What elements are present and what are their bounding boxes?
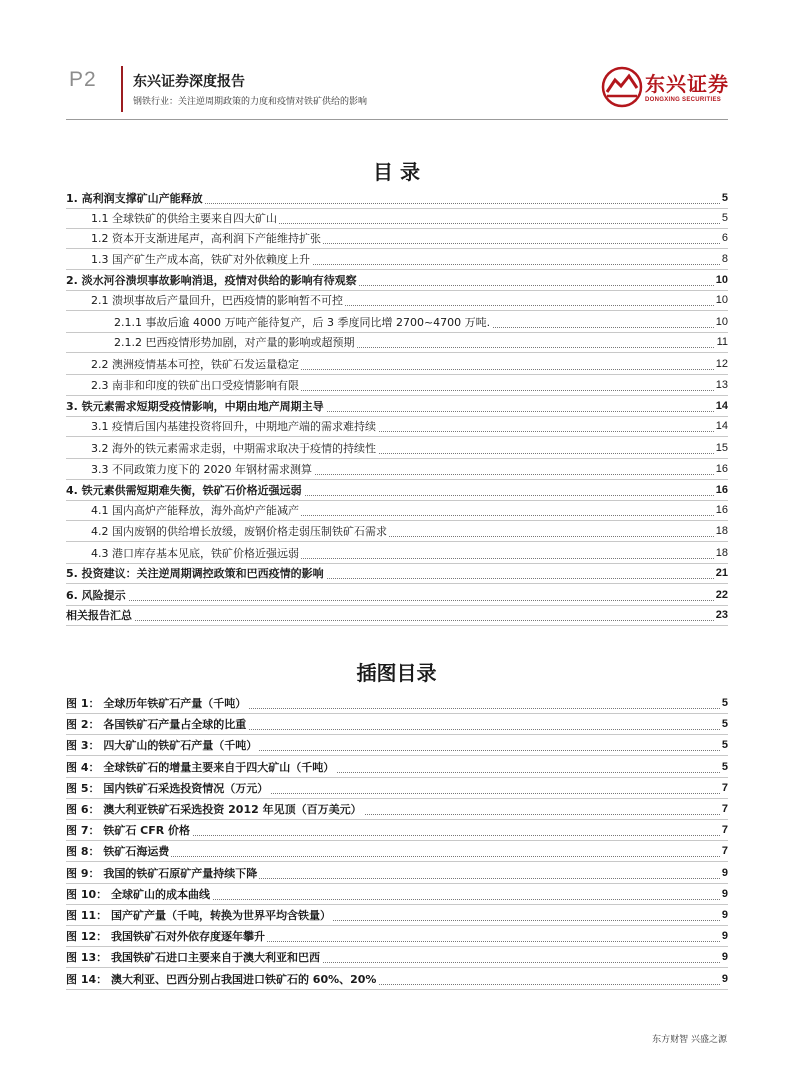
company-logo xyxy=(601,66,731,112)
figure-entry[interactable] xyxy=(66,822,728,839)
toc-entry-page: 14 xyxy=(714,418,728,435)
toc-entry[interactable] xyxy=(66,190,728,207)
toc-entry[interactable] xyxy=(91,230,728,247)
figure-entry[interactable] xyxy=(66,695,728,712)
toc-entry[interactable] xyxy=(91,523,728,540)
figure-entry-label: 图 13： 我国铁矿石进口主要来自于澳大利亚和巴西 xyxy=(66,951,320,965)
toc-entry-label: 4.3 港口库存基本见底，铁矿价格近强远弱 xyxy=(91,547,299,560)
toc-entry-page: 18 xyxy=(714,545,728,562)
toc-entry[interactable] xyxy=(91,418,728,435)
toc-separator xyxy=(66,269,728,270)
figure-separator xyxy=(66,946,728,947)
toc-entry[interactable] xyxy=(66,587,728,604)
toc-entry[interactable] xyxy=(91,292,728,309)
toc-entry-label: 1.1 全球铁矿的供给主要来自四大矿山 xyxy=(91,212,277,225)
figure-separator xyxy=(66,967,728,968)
figure-entry-label: 图 14： 澳大利亚、巴西分别占我国进口铁矿石的 60%、20% xyxy=(66,972,377,986)
figure-entry-page: 9 xyxy=(720,886,728,903)
figure-separator xyxy=(66,883,728,884)
figure-entry-page: 7 xyxy=(720,801,728,818)
figure-entry[interactable] xyxy=(66,928,728,945)
figure-separator xyxy=(66,755,728,756)
toc-entry-label: 3.3 不同政策力度下的 2020 年钢材需求测算 xyxy=(91,463,312,476)
toc-separator xyxy=(66,416,728,417)
page-number: P2 xyxy=(69,68,97,91)
toc-entry[interactable] xyxy=(91,210,728,227)
toc-entry-page: 10 xyxy=(714,272,728,289)
figure-entry[interactable] xyxy=(66,907,728,924)
toc-entry-page: 16 xyxy=(714,482,728,499)
toc-separator xyxy=(66,583,728,584)
figure-entry-label: 图 8： 铁矿石海运费 xyxy=(66,845,170,859)
toc-separator xyxy=(66,500,728,501)
logo-mark-icon xyxy=(601,66,643,108)
figures-title: 插图目录 xyxy=(356,661,437,685)
toc-entry-label: 5. 投资建议：关注逆周期调控政策和巴西疫情的影响 xyxy=(66,567,324,580)
toc-entry[interactable] xyxy=(91,377,728,394)
header-rule xyxy=(66,119,728,120)
figure-entry[interactable] xyxy=(66,737,728,754)
toc-separator xyxy=(66,310,728,311)
toc-entry-label: 2.1 溃坝事故后产量回升，巴西疫情的影响暂不可控 xyxy=(91,294,343,307)
toc-separator xyxy=(66,605,728,606)
toc-entry[interactable] xyxy=(66,482,728,499)
figure-entry-label: 图 1： 全球历年铁矿石产量（千吨） xyxy=(66,697,247,710)
figure-entry-page: 5 xyxy=(720,716,728,733)
toc-entry[interactable] xyxy=(91,356,728,373)
figure-entry-label: 图 5： 国内铁矿石采选投资情况（万元） xyxy=(66,781,269,795)
toc-entry[interactable] xyxy=(91,251,728,268)
toc-entry-label: 4.1 国内高炉产能释放，海外高炉产能减产 xyxy=(91,504,299,517)
toc-entry-label: 1.2 资本开支渐进尾声，高利润下产能维持扩张 xyxy=(91,232,321,245)
toc-separator xyxy=(66,520,728,521)
figure-entry-page: 9 xyxy=(720,928,728,945)
toc-separator xyxy=(66,395,728,396)
toc-entry[interactable] xyxy=(91,461,728,478)
toc-entry-page: 15 xyxy=(714,440,728,457)
toc-separator xyxy=(66,290,728,291)
toc-entry-label: 3. 铁元素需求短期受疫情影响，中期由地产周期主导 xyxy=(66,400,324,413)
figure-separator xyxy=(66,989,728,990)
figure-entry-label: 图 6： 澳大利亚铁矿石采选投资 2012 年见顶（百万美元） xyxy=(66,803,362,816)
toc-separator xyxy=(66,458,728,459)
figure-separator xyxy=(66,734,728,735)
report-title: 东兴证券深度报告 xyxy=(133,74,245,90)
toc-entry-page: 10 xyxy=(714,292,728,309)
toc-entry-page: 21 xyxy=(714,565,728,582)
toc-entry[interactable] xyxy=(66,398,728,415)
toc-entry-label: 4.2 国内废钢的供给增长放缓，废钢价格走弱压制铁矿石需求 xyxy=(91,525,387,538)
toc-leader-dots xyxy=(66,600,728,601)
toc-entry-page: 12 xyxy=(714,356,728,373)
report-subtitle: 钢铁行业：关注逆周期政策的力度和疫情对铁矿供给的影响 xyxy=(133,97,368,107)
toc-entry-page: 18 xyxy=(714,523,728,540)
figure-entry-label: 图 3： 四大矿山的铁矿石产量（千吨） xyxy=(66,739,258,753)
figure-entry-page: 7 xyxy=(720,780,728,797)
toc-entry[interactable] xyxy=(114,314,728,331)
figure-entry[interactable] xyxy=(66,865,728,882)
figure-separator xyxy=(66,904,728,905)
figure-entry-page: 9 xyxy=(720,907,728,924)
toc-separator xyxy=(66,332,728,333)
toc-separator xyxy=(66,625,728,626)
toc-entry-page: 5 xyxy=(720,190,728,207)
toc-entry-label: 2.3 南非和印度的铁矿出口受疫情影响有限 xyxy=(91,379,299,392)
figure-separator xyxy=(66,713,728,714)
toc-entry[interactable] xyxy=(91,502,728,519)
figure-entry-page: 9 xyxy=(720,865,728,882)
figure-separator xyxy=(66,840,728,841)
toc-entry-label: 1.3 国产矿生产成本高，铁矿对外依赖度上升 xyxy=(91,253,310,266)
toc-entry-label: 2.2 澳洲疫情基本可控，铁矿石发运量稳定 xyxy=(91,358,299,371)
toc-separator xyxy=(66,479,728,480)
toc-entry-label: 1. 高利润支撑矿山产能释放 xyxy=(66,192,203,205)
toc-entry-page: 6 xyxy=(720,230,728,247)
toc-entry-label: 3.2 海外的铁元素需求走弱，中期需求取决于疫情的持续性 xyxy=(91,442,376,455)
toc-entry-label: 6. 风险提示 xyxy=(66,589,126,602)
toc-entry-label: 相关报告汇总 xyxy=(66,609,132,622)
toc-entry-page: 10 xyxy=(714,314,728,331)
figure-entry-page: 9 xyxy=(720,949,728,966)
figure-entry-page: 7 xyxy=(720,843,728,860)
figure-entry-label: 图 12： 我国铁矿石对外依存度逐年攀升 xyxy=(66,930,265,944)
toc-entry-page: 8 xyxy=(720,251,728,268)
toc-separator xyxy=(66,436,728,437)
toc-entry[interactable] xyxy=(114,334,728,351)
toc-entry-label: 3.1 疫情后国内基建投资将回升，中期地产端的需求难持续 xyxy=(91,420,376,433)
toc-separator xyxy=(66,248,728,249)
figure-entry[interactable] xyxy=(66,949,728,966)
toc-entry[interactable] xyxy=(91,545,728,562)
figure-entry-label: 图 10： 全球矿山的成本曲线 xyxy=(66,887,210,901)
toc-separator xyxy=(66,374,728,375)
toc-separator xyxy=(66,228,728,229)
toc-entry[interactable] xyxy=(66,607,728,624)
figure-entry[interactable] xyxy=(66,759,728,776)
logo-text-en: DONGXING SECURITIES xyxy=(645,97,722,103)
figure-entry-page: 9 xyxy=(720,971,728,988)
footer-slogan: 东方财智 兴盛之源 xyxy=(652,1035,727,1045)
page-header xyxy=(0,0,793,120)
logo-text-cn: 东兴证券 xyxy=(645,72,729,96)
toc-entry-label: 2.1.2 巴西疫情形势加剧，对产量的影响或超预期 xyxy=(114,336,355,349)
toc-entry-label: 4. 铁元素供需短期难失衡，铁矿石价格近强远弱 xyxy=(66,484,302,497)
figure-entry[interactable] xyxy=(66,843,728,860)
toc-entry-page: 22 xyxy=(714,587,728,604)
figure-entry-label: 图 2： 各国铁矿石产量占全球的比重 xyxy=(66,718,247,732)
toc-entry-label: 2. 淡水河谷溃坝事故影响消退，疫情对供给的影响有待观察 xyxy=(66,274,357,287)
header-divider xyxy=(121,66,123,112)
figure-entry-label: 图 4： 全球铁矿石的增量主要来自于四大矿山（千吨） xyxy=(66,760,335,774)
figure-separator xyxy=(66,777,728,778)
figure-separator xyxy=(66,861,728,862)
toc-entry-label: 2.1.1 事故后逾 4000 万吨产能待复产，后 3 季度同比增 2700~4700 万吨. xyxy=(114,316,491,329)
toc-entry[interactable] xyxy=(66,272,728,289)
figure-separator xyxy=(66,798,728,799)
figure-entry[interactable] xyxy=(66,780,728,797)
figure-entry[interactable] xyxy=(66,716,728,733)
figure-separator xyxy=(66,925,728,926)
figure-entry-page: 5 xyxy=(720,737,728,754)
toc-entry-page: 13 xyxy=(714,377,728,394)
figure-entry-label: 图 7： 铁矿石 CFR 价格 xyxy=(66,824,191,838)
toc-separator xyxy=(66,208,728,209)
figure-entry[interactable] xyxy=(66,886,728,903)
toc-entry-page: 16 xyxy=(714,461,728,478)
toc-entry-page: 5 xyxy=(720,210,728,227)
figure-entry-page: 5 xyxy=(720,695,728,712)
toc-separator xyxy=(66,541,728,542)
figure-entry-page: 5 xyxy=(720,759,728,776)
figure-entry[interactable] xyxy=(66,801,728,818)
toc-separator xyxy=(66,563,728,564)
toc-leader-dots xyxy=(66,620,728,621)
toc-entry[interactable] xyxy=(91,440,728,457)
figure-entry-label: 图 11： 国产矿产量（千吨，转换为世界平均含铁量） xyxy=(66,909,331,922)
toc-entry-page: 14 xyxy=(714,398,728,415)
figure-entry-page: 7 xyxy=(720,822,728,839)
toc-entry[interactable] xyxy=(66,565,728,582)
figure-separator xyxy=(66,819,728,820)
toc-entry-page: 11 xyxy=(715,334,728,351)
figure-entry-label: 图 9： 我国的铁矿石原矿产量持续下降 xyxy=(66,866,258,880)
toc-entry-page: 23 xyxy=(714,607,728,624)
toc-entry-page: 16 xyxy=(714,502,728,519)
toc-title: 目 录 xyxy=(373,160,420,184)
figure-entry[interactable] xyxy=(66,971,728,988)
toc-separator xyxy=(66,352,728,353)
